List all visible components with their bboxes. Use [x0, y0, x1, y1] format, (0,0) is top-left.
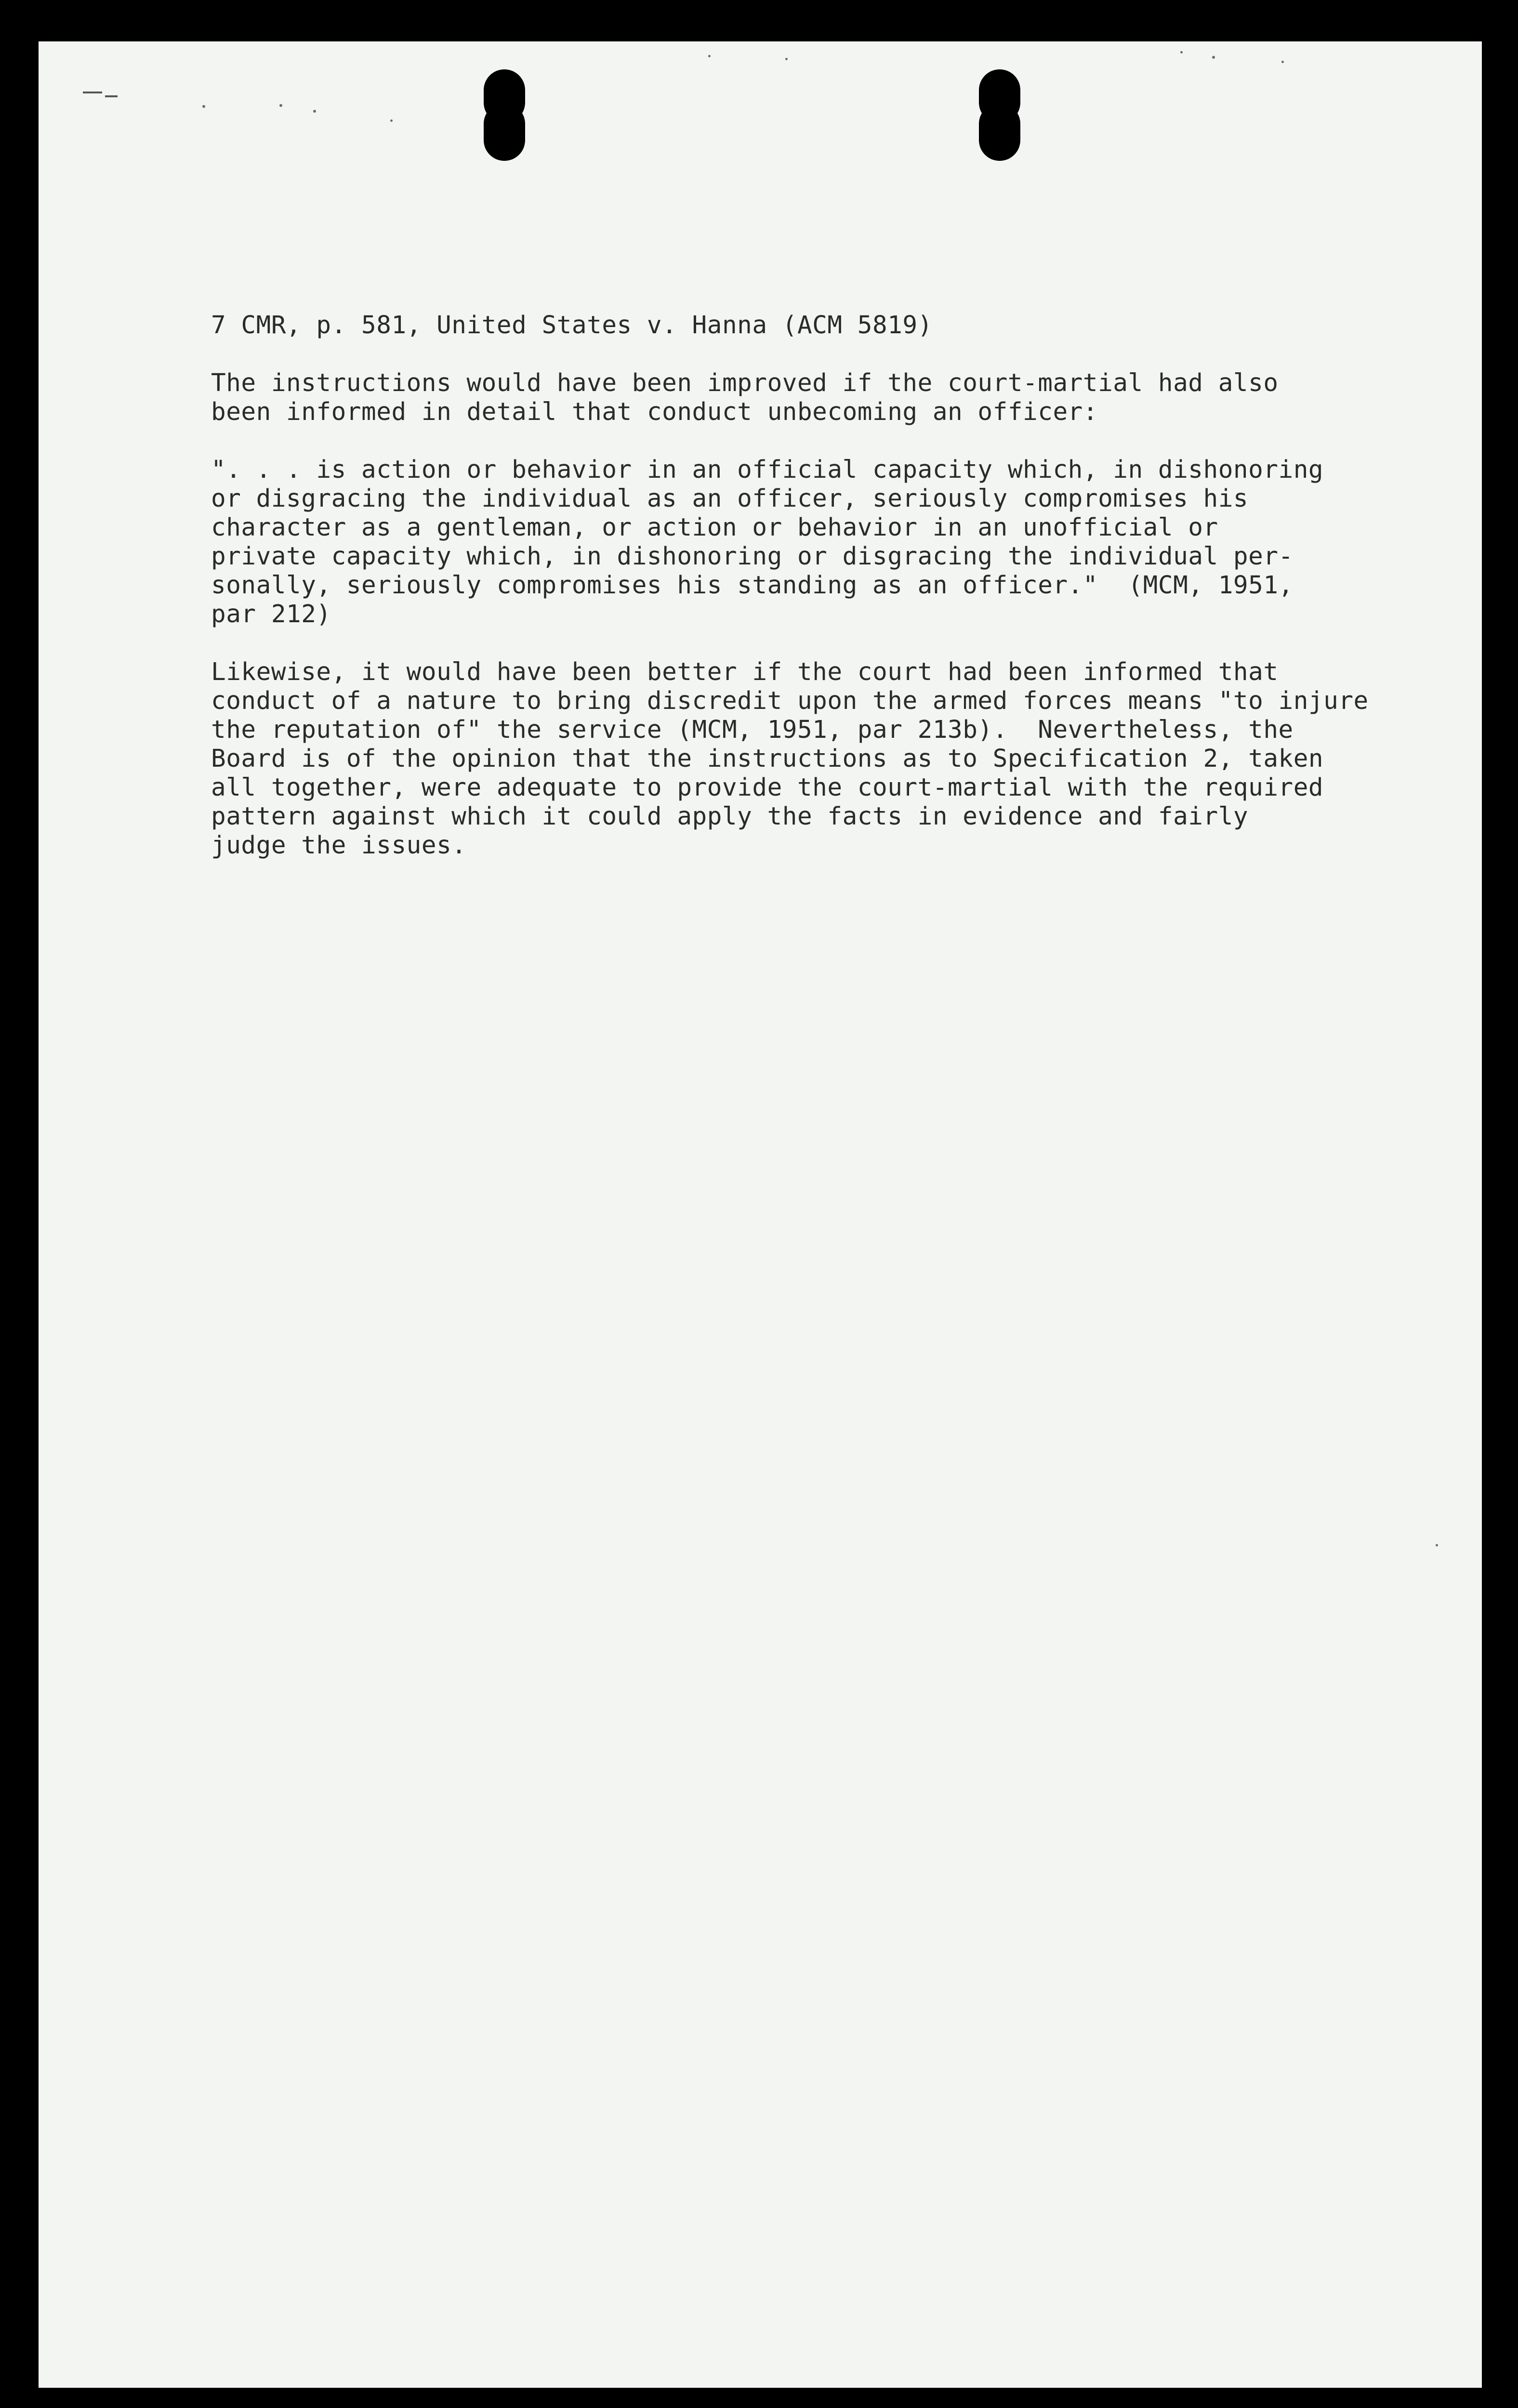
scan-mark — [105, 95, 118, 97]
scan-speck — [202, 105, 205, 108]
text-line: all together, were adequate to provide the court-martial with the required — [211, 773, 1324, 802]
punch-hole-left-lower — [484, 103, 525, 161]
scan-speck — [390, 119, 393, 122]
scan-speck — [1281, 61, 1284, 63]
scan-speck — [1212, 56, 1215, 59]
text-line: sonally, seriously compromises his standing as an officer." (MCM, 1951, — [211, 571, 1294, 600]
scan-speck — [279, 104, 282, 107]
punch-hole-right-lower — [979, 103, 1020, 161]
scan-speck — [708, 55, 711, 57]
text-line: private capacity which, in dishonoring or disgracing the individual per- — [211, 542, 1294, 571]
scan-speck — [1180, 51, 1183, 53]
text-line: ". . . is action or behavior in an official capacity which, in dishonoring — [211, 456, 1324, 484]
text-line: character as a gentleman, or action or behavior in an unofficial or — [211, 513, 1218, 542]
scan-speck — [1436, 1544, 1438, 1546]
text-line: pattern against which it could apply the facts in evidence and fairly — [211, 802, 1249, 831]
text-line: Likewise, it would have been better if the court had been informed that — [211, 658, 1279, 686]
text-line: Board is of the opinion that the instructions as to Specification 2, taken — [211, 745, 1324, 773]
text-line: the reputation of" the service (MCM, 1951, par 213b). Nevertheless, the — [211, 716, 1294, 744]
citation-heading: 7 CMR, p. 581, United States v. Hanna (ACM 5819) — [211, 311, 933, 340]
paragraph-conclusion — [211, 658, 1425, 860]
text-line: been informed in detail that conduct unbecoming an officer: — [211, 398, 1098, 426]
paragraph-instructions — [211, 369, 1425, 427]
document-body — [211, 311, 1425, 860]
document-page — [39, 41, 1482, 2388]
text-line: conduct of a nature to bring discredit upon the armed forces means "to injure — [211, 687, 1369, 715]
scan-speck — [313, 110, 316, 113]
text-line: or disgracing the individual as an officer, seriously compromises his — [211, 484, 1249, 513]
scan-speck — [785, 58, 788, 60]
text-line: judge the issues. — [211, 831, 467, 860]
scan-mark — [83, 92, 102, 93]
text-line: The instructions would have been improved if the court-martial had also — [211, 369, 1279, 397]
quoted-definition — [211, 456, 1425, 629]
text-line: par 212) — [211, 600, 331, 628]
